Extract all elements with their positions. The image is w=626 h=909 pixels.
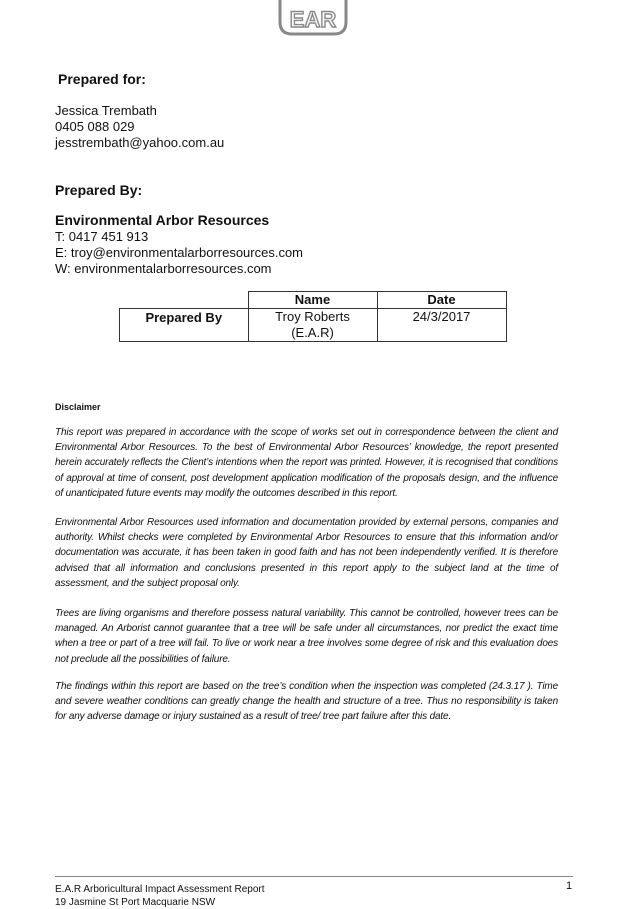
company-web: W: environmentalarborresources.com	[55, 261, 272, 276]
prepared-for-heading: Prepared for:	[58, 71, 146, 87]
client-phone: 0405 088 029	[55, 119, 135, 134]
disclaimer-paragraph-1: This report was prepared in accordance with the scope of works set out in correspondence between the client and Environmental Arbor Resources. To the best of Environmental Arbor Resources’ knowledge, the report presented herein accurately reflects the Client’s intentions when the report was printed. However, it is recognised that conditions of approval at time of consent, post development application modification of the proposals design, and the influence of unanticipated future events may modify the outcomes described in this report.	[55, 427, 558, 499]
disclaimer-title: Disclaimer	[55, 402, 101, 412]
table-cell-date: 24/3/2017	[377, 309, 506, 342]
client-name: Jessica Trembath	[55, 103, 157, 118]
company-name: Environmental Arbor Resources	[55, 212, 270, 228]
logo-text: EAR	[289, 7, 337, 32]
table-cell-name	[248, 309, 377, 342]
footer-address: 19 Jasmine St Port Macquarie NSW	[55, 897, 216, 908]
preparer-name: Troy Roberts	[275, 309, 350, 324]
table-blank-cell	[120, 292, 249, 309]
preparer-org: (E.A.R)	[291, 325, 334, 340]
disclaimer-paragraph-2: Environmental Arbor Resources used information and documentation provided by external persons, companies and authority. Whilst checks were completed by Environmental Arbor Resources to ensure that this information and/or documentation was accurate, it has been taken in good faith and has not been independently verified. It is therefore advised that all information and conclusions presented in this report apply to the subject land at the time of assessment, and the subject proposal only.	[55, 517, 558, 589]
company-phone: T: 0417 451 913	[55, 229, 149, 244]
client-email: jesstrembath@yahoo.com.au	[55, 135, 225, 150]
ear-logo	[276, 0, 350, 38]
disclaimer-paragraph-3: Trees are living organisms and therefore possess natural variability. This cannot be controlled, however trees can be managed. An Arborist cannot guarantee that a tree will be safe under all circumstances, nor predict the exact time when a tree or part of a tree will fail. To live or work near a tree involves some degree of risk and this evaluation does not preclude all the possibilities of failure.	[55, 608, 558, 665]
footer-rule	[55, 876, 573, 877]
table-row-label: Prepared By	[120, 309, 249, 342]
prepared-by-heading: Prepared By:	[55, 182, 143, 198]
company-email: E: troy@environmentalarborresources.com	[55, 245, 304, 260]
disclaimer-paragraph-4: The findings within this report are based on the tree’s condition when the inspection was completed (24.3.17 ). Time and severe weather conditions can greatly change the health and structure of a tree. Thus no responsibility is taken for any adverse damage or injury sustained as a result of tree/ tree part failure after this date.	[55, 681, 558, 723]
table-header-name: Name	[248, 292, 377, 309]
table-header-date: Date	[377, 292, 506, 309]
preparation-table	[119, 291, 507, 342]
footer	[55, 883, 265, 909]
page-number: 1	[566, 880, 573, 892]
footer-report-title: E.A.R Arboricultural Impact Assessment Report	[55, 884, 265, 895]
